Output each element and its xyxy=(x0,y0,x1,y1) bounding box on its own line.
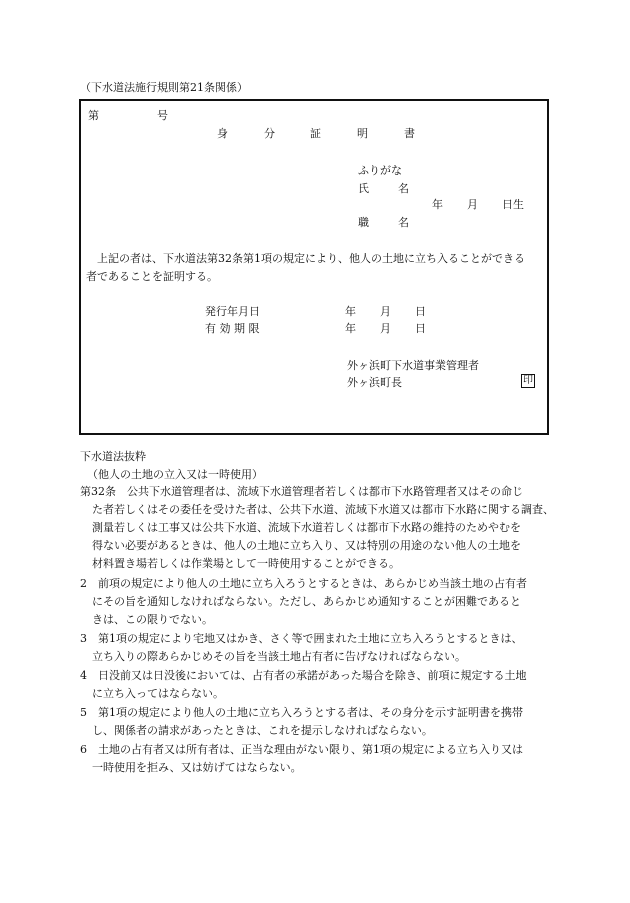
issue-year: 年 xyxy=(345,305,356,318)
title-char: 証 xyxy=(310,127,321,140)
validity-label: 有 効 期 限 xyxy=(205,322,260,335)
post-label-char: 職 xyxy=(358,216,369,229)
article-line: 6 土地の占有者又は所有者は、正当な理由がない限り、第1項の規定による立ち入り又は xyxy=(80,743,523,756)
certificate-number-suffix: 号 xyxy=(157,109,168,122)
title-char: 明 xyxy=(357,127,368,140)
issuer-line-1: 外ヶ浜町下水道事業管理者 xyxy=(347,359,479,372)
title-char: 分 xyxy=(264,127,275,140)
title-char: 書 xyxy=(404,127,415,140)
article-line: 立ち入りの際あらかじめその旨を当該土地占有者に告げなければならない。 xyxy=(92,650,466,663)
post-label-char: 名 xyxy=(398,216,409,229)
excerpt-subheading: （他人の土地の立入又は一時使用） xyxy=(87,468,263,481)
statement-line-1: 上記の者は、下水道法第32条第1項の規定により、他人の土地に立ち入ることができる xyxy=(97,252,525,265)
article-line: 得ない必要があるときは、他人の土地に立ち入り、又は特別の用途のない他人の土地を xyxy=(92,539,521,552)
excerpt-heading: 下水道法抜粋 xyxy=(80,450,146,463)
validity-month: 月 xyxy=(380,322,391,335)
paragraph-3 xyxy=(80,630,560,666)
certificate-box xyxy=(79,99,549,435)
birth-month-label: 月 xyxy=(467,198,478,211)
title-char: 身 xyxy=(217,127,228,140)
paragraph-5 xyxy=(80,704,560,740)
article-line: 2 前項の規定により他人の土地に立ち入ろうとするときは、あらかじめ当該土地の占有者 xyxy=(80,577,527,590)
validity-day: 日 xyxy=(415,322,426,335)
birth-day-label: 日生 xyxy=(502,198,524,211)
article-line: 材料置き場若しくは作業場として一時使用することができる。 xyxy=(92,557,400,570)
article-line: た者若しくはその委任を受けた者は、公共下水道、流域下水道又は都市下水路に関する調査、 xyxy=(92,503,554,516)
paragraph-2 xyxy=(80,575,560,629)
issue-day: 日 xyxy=(415,305,426,318)
article-line: に立ち入ってはならない。 xyxy=(92,687,224,700)
name-label-char: 氏 xyxy=(358,182,369,195)
issue-month: 月 xyxy=(380,305,391,318)
name-label-char: 名 xyxy=(398,182,409,195)
paragraph-4 xyxy=(80,667,560,703)
article-line: 3 第1項の規定により宅地又はかき、さく等で囲まれた土地に立ち入ろうとするときは、 xyxy=(80,632,523,645)
article-line: にその旨を通知しなければならない。ただし、あらかじめ通知することが困難であると xyxy=(92,595,521,608)
article-line: 測量若しくは工事又は公共下水道、流域下水道若しくは都市下水路の維持のためやむを xyxy=(92,521,521,534)
article-32 xyxy=(80,483,560,573)
article-line: 第32条 公共下水道管理者は、流域下水道管理者若しくは都市下水路管理者又はその命じ xyxy=(80,485,523,498)
article-line: し、関係者の請求があったときは、これを提示しなければならない。 xyxy=(92,724,433,737)
article-line: きは、この限りでない。 xyxy=(92,613,213,626)
seal-mark: 印 xyxy=(523,375,533,386)
paragraph-6 xyxy=(80,741,560,777)
certificate-number-prefix: 第 xyxy=(88,109,99,122)
issue-date-label: 発行年月日 xyxy=(205,305,260,318)
article-line: 一時使用を拒み、又は妨げてはならない。 xyxy=(92,761,302,774)
issuer-line-2: 外ヶ浜町長 xyxy=(347,376,402,389)
article-line: 4 日没前又は日没後においては、占有者の承諾があった場合を除き、前項に規定する土地 xyxy=(80,669,527,682)
statement-line-2: 者であることを証明する。 xyxy=(86,270,218,283)
form-caption: （下水道法施行規則第21条関係） xyxy=(80,81,248,94)
validity-year: 年 xyxy=(345,322,356,335)
article-line: 5 第1項の規定により他人の土地に立ち入ろうとする者は、その身分を示す証明書を携帯 xyxy=(80,706,523,719)
furigana-label: ふりがな xyxy=(358,164,402,177)
birth-year-label: 年 xyxy=(432,198,443,211)
